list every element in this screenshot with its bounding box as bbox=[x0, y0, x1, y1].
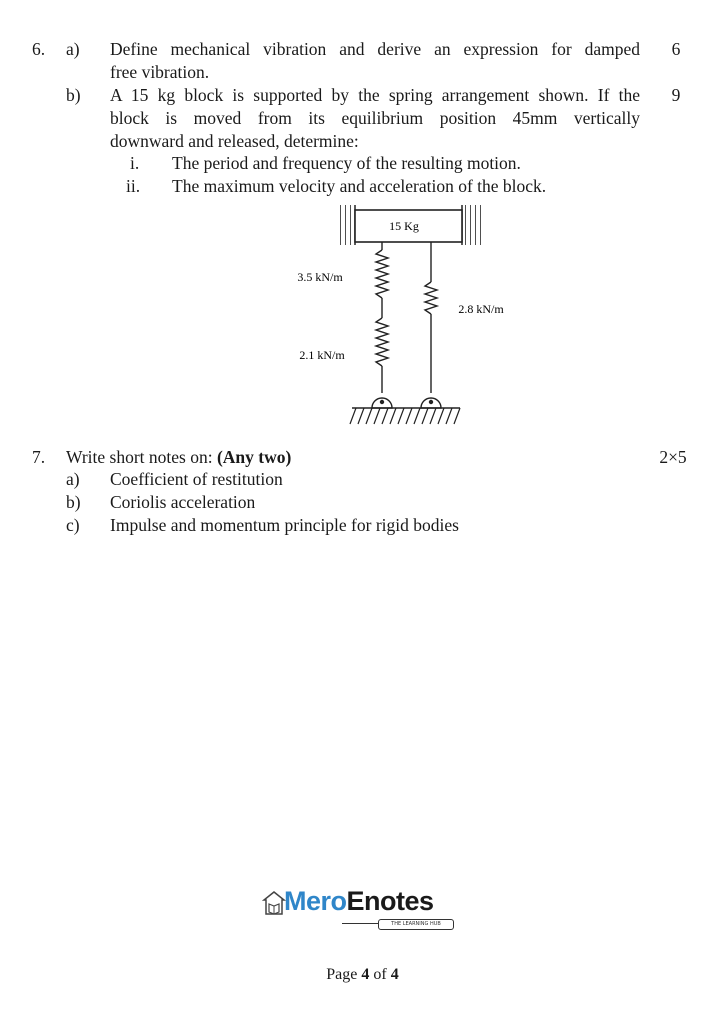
q6a-text-line2: free vibration. bbox=[110, 62, 210, 82]
q7-title-bold: (Any two) bbox=[216, 447, 292, 467]
q6b-text-line3: downward and released, determine: bbox=[110, 131, 359, 151]
logo-tagline-rule bbox=[342, 923, 378, 924]
page-current: 4 bbox=[361, 966, 370, 983]
q6b-sub-ii-label: ii. bbox=[126, 176, 141, 196]
meroenotes-logo bbox=[262, 886, 462, 936]
q7-item-label: c) bbox=[66, 515, 80, 535]
pin-supports bbox=[372, 398, 441, 408]
q7-marks: 2×5 bbox=[659, 447, 687, 467]
page-number bbox=[0, 966, 725, 984]
book-icon bbox=[262, 890, 286, 918]
q7-item-text: Impulse and momentum principle for rigid bodies bbox=[110, 515, 459, 535]
q7-item-text: Coriolis acceleration bbox=[110, 492, 256, 512]
spring-k1-label: 3.5 kN/m bbox=[297, 270, 343, 284]
logo-text-enotes: Enotes bbox=[346, 886, 434, 916]
q6a-label: a) bbox=[66, 39, 80, 59]
q6b-sub-i-text: The period and frequency of the resulting motion. bbox=[172, 153, 521, 173]
q7-item-text: Coefficient of restitution bbox=[110, 469, 283, 489]
spring-k2-label: 2.1 kN/m bbox=[299, 348, 345, 362]
q6b-sub-ii-text: The maximum velocity and acceleration of the block. bbox=[172, 176, 547, 196]
spring-system-figure bbox=[280, 196, 540, 446]
logo-text-mero: Mero bbox=[284, 886, 347, 916]
page-total: 4 bbox=[390, 966, 399, 983]
q7-title bbox=[66, 446, 291, 468]
q6b-sub-i-label: i. bbox=[130, 153, 140, 173]
q7-item-label: a) bbox=[66, 469, 80, 489]
q7-item-label: b) bbox=[66, 492, 81, 512]
q7-title-prefix: Write short notes on: bbox=[66, 447, 217, 467]
page-mid: of bbox=[369, 966, 391, 983]
spring-k3-label: 2.8 kN/m bbox=[458, 302, 504, 316]
left-wall-support bbox=[337, 205, 355, 245]
logo-tagline: THE LEARNING HUB bbox=[378, 919, 454, 930]
block-label: 15 Kg bbox=[389, 219, 419, 233]
q6b-text-line1: A 15 kg block is supported by the spring arrangement shown. If the bbox=[110, 85, 640, 105]
right-spring bbox=[425, 242, 437, 393]
ground-support bbox=[350, 408, 460, 424]
q7-number: 7. bbox=[32, 447, 46, 467]
right-wall-support bbox=[462, 205, 482, 245]
q6a-text-line1: Define mechanical vibration and derive an expression for damped bbox=[110, 39, 640, 59]
page-prefix: Page bbox=[326, 966, 362, 983]
q6a-marks: 6 bbox=[671, 39, 681, 59]
q6b-label: b) bbox=[66, 85, 81, 105]
q6b-marks: 9 bbox=[671, 85, 681, 105]
left-springs bbox=[376, 242, 388, 393]
q6b-text-line2: block is moved from its equilibrium position 45mm vertically bbox=[110, 108, 640, 128]
q6-number: 6. bbox=[32, 39, 46, 59]
